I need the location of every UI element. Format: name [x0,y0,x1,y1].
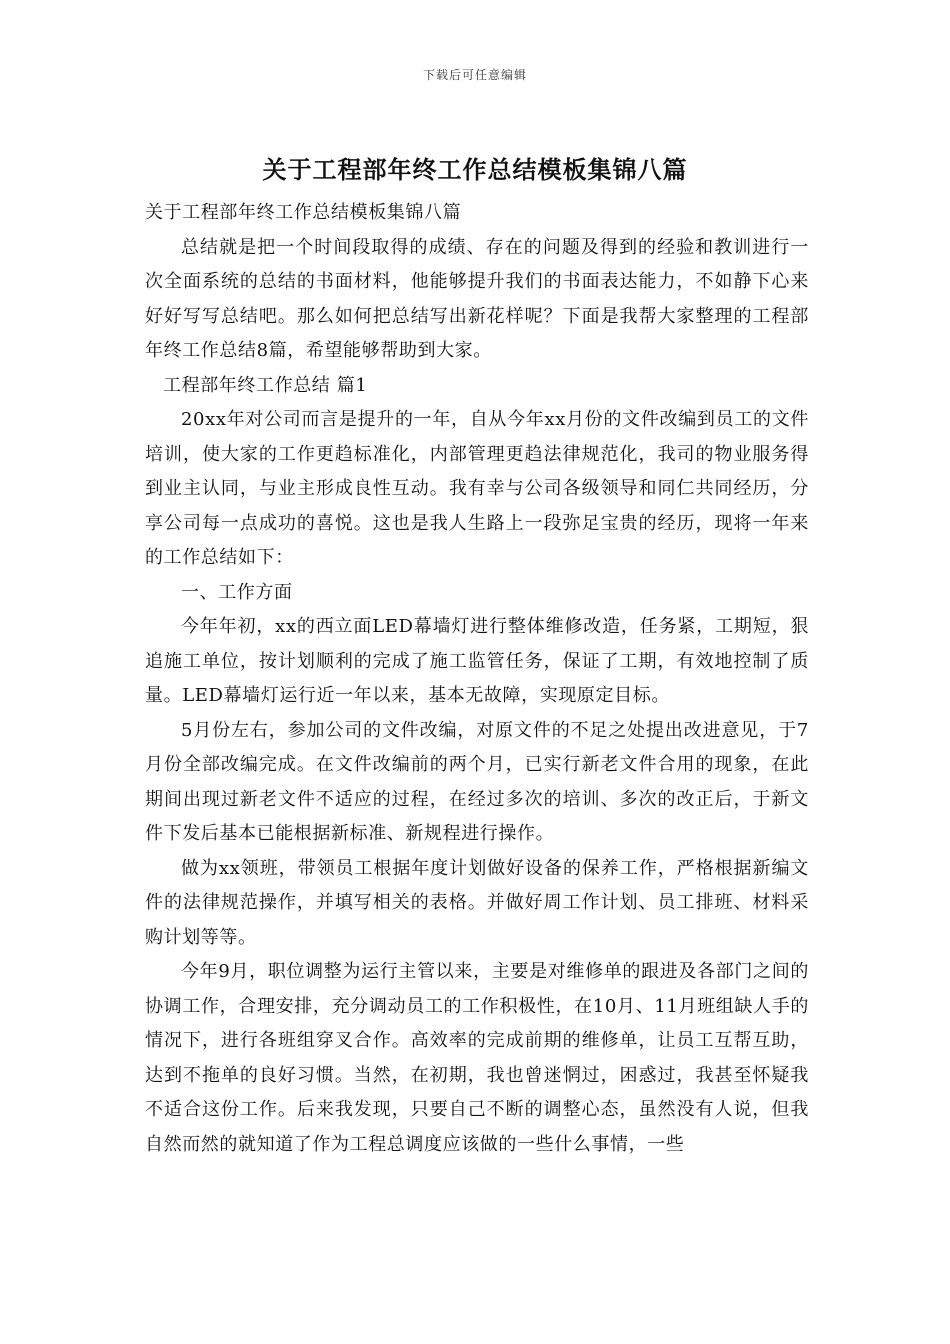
document-title: 关于工程部年终工作总结模板集锦八篇 [262,155,688,184]
body-paragraph: 今年9月，职位调整为运行主管以来，主要是对维修单的跟进及各部门之间的协调工作，合理安排，充分调动员工的工作积极性，在10月、11月班组缺人手的情况下，进行各班组穿叉合作。高效率的完成前期的维修单，让员工互帮互助，达到不拖单的良好习惯。当然，在初期，我也曾迷惘过，困惑过，我甚至怀疑我不适合这份工作。后来我发现，只要自己不断的调整心态，虽然没有人说，但我自然而然的就知道了作为工程总调度应该做的一些什么事情，一些 [145,961,809,1155]
section-heading: 工程部年终工作总结 篇1 [163,374,368,396]
body-paragraph: 做为xx领班，带领员工根据年度计划做好设备的保养工作，严格根据新编文件的法律规范操作，并填写相关的表格。并做好周工作计划、员工排班、材料采购计划等等。 [145,857,809,948]
body-paragraph: 5月份左右，参加公司的文件改编，对原文件的不足之处提出改进意见，于7月份全部改编完成。在文件改编前的两个月，已实行新老文件合用的现象，在此期间出现过新老文件不适应的过程，在经过多次的培训、多次的改正后，于新文件下发后基本已能根据新标准、新规程进行操作。 [145,719,809,844]
subheading: 一、工作方面 [181,581,293,603]
document-subtitle: 关于工程部年终工作总结模板集锦八篇 [145,202,462,223]
intro-paragraph: 总结就是把一个时间段取得的成绩、存在的问题及得到的经验和教训进行一次全面系统的总结的书面材料，他能够提升我们的书面表达能力，不如静下心来好好写写总结吧。那么如何把总结写出新花样呢？下面是我帮大家整理的工程部年终工作总结8篇，希望能够帮助到大家。 [145,236,809,361]
body-paragraph: 今年年初，xx的西立面LED幕墙灯进行整体维修改造，任务紧，工期短，狠追施工单位，按计划顺利的完成了施工监管任务，保证了工期，有效地控制了质量。LED幕墙灯运行近一年以来，基本无故障，实现原定目标。 [145,616,809,706]
header-note: 下载后可任意编辑 [422,68,527,82]
document-body [145,196,809,1162]
body-paragraph: 20xx年对公司而言是提升的一年，自从今年xx月份的文件改编到员工的文件培训，使大家的工作更趋标准化，内部管理更趋法律规范化，我司的物业服务得到业主认同，与业主形成良性互动。我有幸与公司各级领导和同仁共同经历，分享公司每一点成功的喜悦。这也是我人生路上一段弥足宝贵的经历，现将一年来的工作总结如下： [145,409,809,568]
